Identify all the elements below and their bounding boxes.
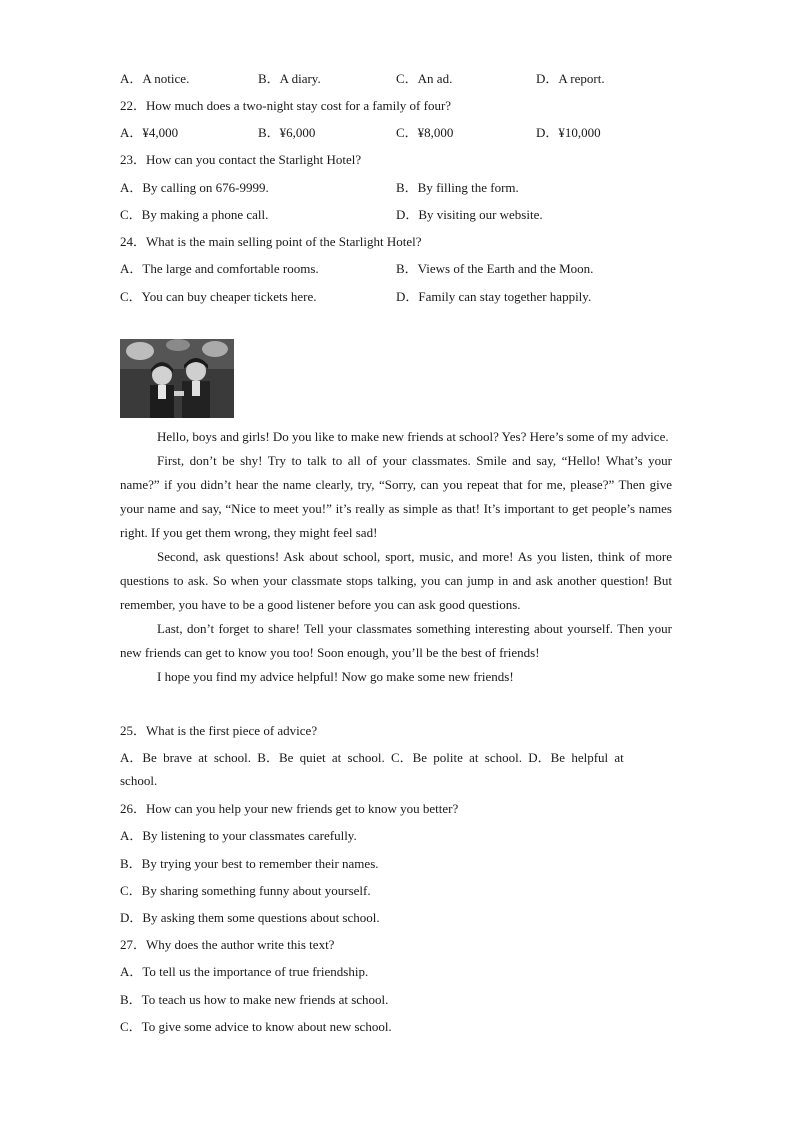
q26-option-c[interactable]: C．By sharing something funny about yourself. xyxy=(120,883,371,898)
q22-option-d[interactable]: D．¥10,000 xyxy=(536,125,601,140)
q27-option-c[interactable]: C．To give some advice to know about new school. xyxy=(120,1019,392,1034)
q23-option-a[interactable]: A．By calling on 676-9999. xyxy=(120,180,269,195)
passage-paragraph-4: Last, don’t forget to share! Tell your classmates something interesting about yourself. Then your new friends can get to know you too! Soon enough, you’ll be the best of friends! xyxy=(120,621,672,660)
q26-option-b[interactable]: B．By trying your best to remember their names. xyxy=(120,856,379,871)
q21-option-a[interactable]: A．A notice. xyxy=(120,71,190,86)
q21-option-d[interactable]: D．A report. xyxy=(536,71,605,86)
passage-paragraph-5: I hope you find my advice helpful! Now go make some new friends! xyxy=(157,669,514,684)
q26-question: 26．How can you help your new friends get to know you better? xyxy=(120,801,459,816)
q26-option-a[interactable]: A．By listening to your classmates carefully. xyxy=(120,828,357,843)
q21-option-b[interactable]: B．A diary. xyxy=(258,71,321,86)
q27-option-b[interactable]: B．To teach us how to make new friends at school. xyxy=(120,992,389,1007)
q23-option-c[interactable]: C．By making a phone call. xyxy=(120,207,269,222)
q24-option-b[interactable]: B．Views of the Earth and the Moon. xyxy=(396,261,594,276)
q25-options-wrap: school. xyxy=(120,773,158,788)
q24-option-a[interactable]: A．The large and comfortable rooms. xyxy=(120,261,319,276)
q24-option-d[interactable]: D．Family can stay together happily. xyxy=(396,289,592,304)
reading-passage xyxy=(120,425,672,689)
passage-photo xyxy=(120,339,234,418)
q27-question: 27．Why does the author write this text? xyxy=(120,937,335,952)
passage-paragraph-2: First, don’t be shy! Try to talk to all of your classmates. Smile and say, “Hello! What’s your name?” if you didn’t hear the name clearly, try, “Sorry, can you repeat that for me, please?” Then give your name and say, “Nice to meet you!” it’s really as simple as that! It’s important to get people’s names right. If you get them wrong, they might feel sad! xyxy=(120,453,672,540)
q22-option-c[interactable]: C．¥8,000 xyxy=(396,125,454,140)
passage-paragraph-3: Second, ask questions! Ask about school, sport, music, and more! As you listen, think of more questions to ask. So when your classmate stops talking, you can jump in and ask another question! But remember, you have to be a good listener before you can ask good questions. xyxy=(120,549,672,612)
q24-option-c[interactable]: C．You can buy cheaper tickets here. xyxy=(120,289,317,304)
q22-option-b[interactable]: B．¥6,000 xyxy=(258,125,316,140)
q24-question: 24．What is the main selling point of the Starlight Hotel? xyxy=(120,234,422,249)
q21-option-c[interactable]: C．An ad. xyxy=(396,71,453,86)
q22-option-a[interactable]: A．¥4,000 xyxy=(120,125,179,140)
q25-question: 25．What is the first piece of advice? xyxy=(120,723,318,738)
q23-question: 23．How can you contact the Starlight Hotel? xyxy=(120,152,362,167)
two-children-image xyxy=(120,339,234,418)
q22-question: 22．How much does a two-night stay cost for a family of four? xyxy=(120,98,452,113)
q27-option-a[interactable]: A．To tell us the importance of true friendship. xyxy=(120,964,369,979)
passage-paragraph-1: Hello, boys and girls! Do you like to make new friends at school? Yes? Here’s some of my advice. xyxy=(157,429,669,444)
q23-option-b[interactable]: B．By filling the form. xyxy=(396,180,519,195)
q26-option-d[interactable]: D．By asking them some questions about school. xyxy=(120,910,380,925)
q25-options[interactable]: A．Be brave at school. B．Be quiet at school. C．Be polite at school. D．Be helpful at xyxy=(120,750,624,765)
q23-option-d[interactable]: D．By visiting our website. xyxy=(396,207,543,222)
